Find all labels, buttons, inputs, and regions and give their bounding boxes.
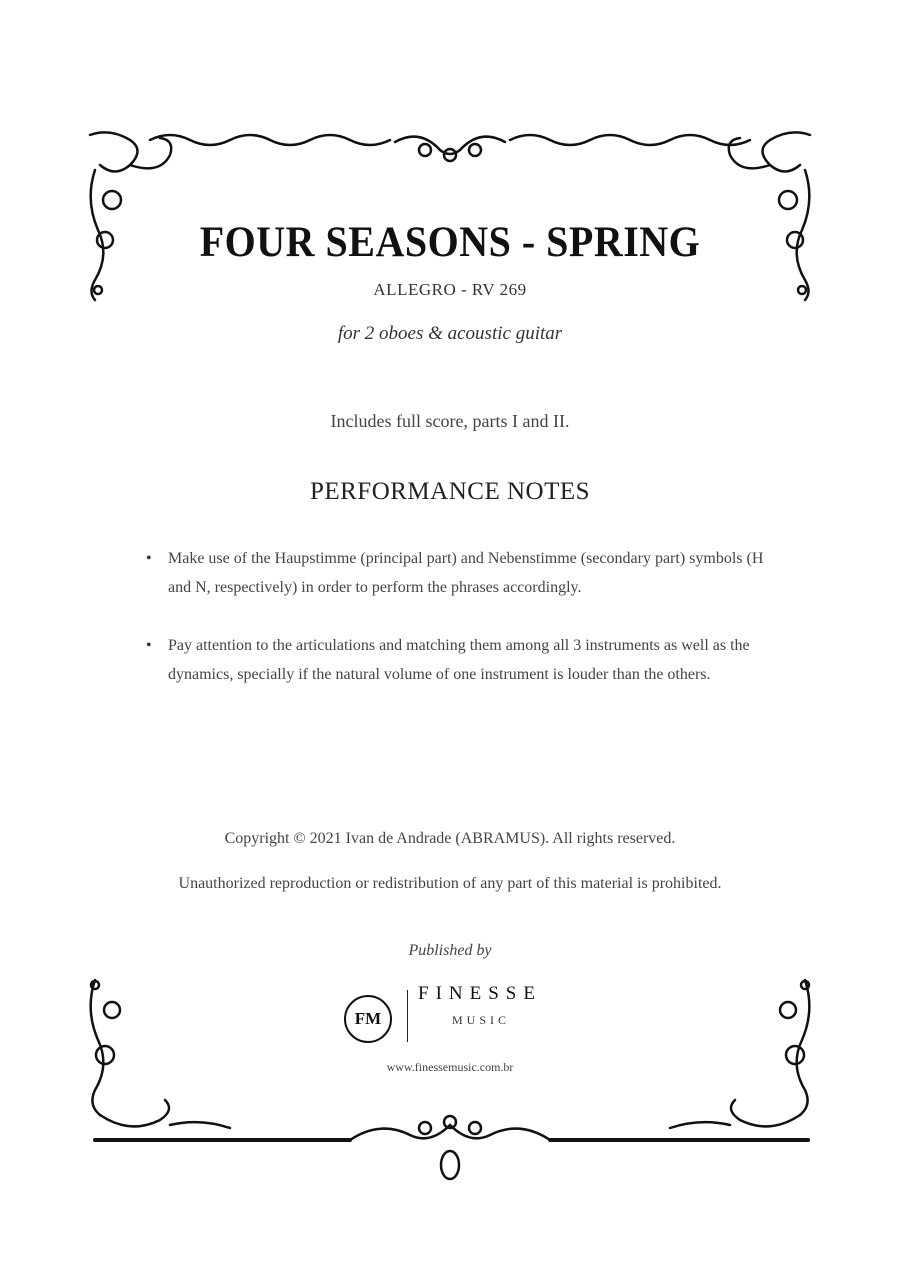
note-text: Pay attention to the articulations and matching them among all 3 instruments as well as the dynamics, specially if the natural volume of one instrument is louder than the others.: [168, 637, 750, 683]
logo-initials: FM: [354, 1009, 382, 1028]
bullet-icon: •: [146, 637, 152, 654]
includes-note: Includes full score, parts I and II.: [330, 411, 570, 431]
performance-notes-list: [146, 544, 786, 718]
list-item: [146, 631, 786, 689]
publisher-sub: MUSIC: [452, 1013, 511, 1027]
publisher-name: FINESSE: [418, 983, 542, 1004]
instrumentation-line: for 2 oboes & acoustic guitar: [337, 323, 563, 344]
page-title: FOUR SEASONS - SPRING: [199, 217, 701, 266]
page-subtitle: ALLEGRO - RV 269: [373, 280, 527, 299]
logo-divider: [407, 990, 408, 1042]
copyright-text: Copyright © 2021 Ivan de Andrade (ABRAMUS). All rights reserved.: [224, 830, 676, 847]
performance-notes-heading: PERFORMANCE NOTES: [309, 478, 591, 505]
publisher-website-link[interactable]: www.finessemusic.com.br: [386, 1060, 514, 1074]
note-text: Make use of the Haupstimme (principal part) and Nebenstimme (secondary part) symbols (H and N, respectively) in order to perform the phrases accordingly.: [168, 550, 764, 596]
list-item: [146, 544, 786, 602]
published-by-label: Published by: [408, 942, 492, 959]
bullet-icon: •: [146, 550, 152, 567]
unauthorized-notice: Unauthorized reproduction or redistribution of any part of this material is prohibited.: [178, 875, 722, 892]
publisher-logo: [344, 995, 392, 1043]
